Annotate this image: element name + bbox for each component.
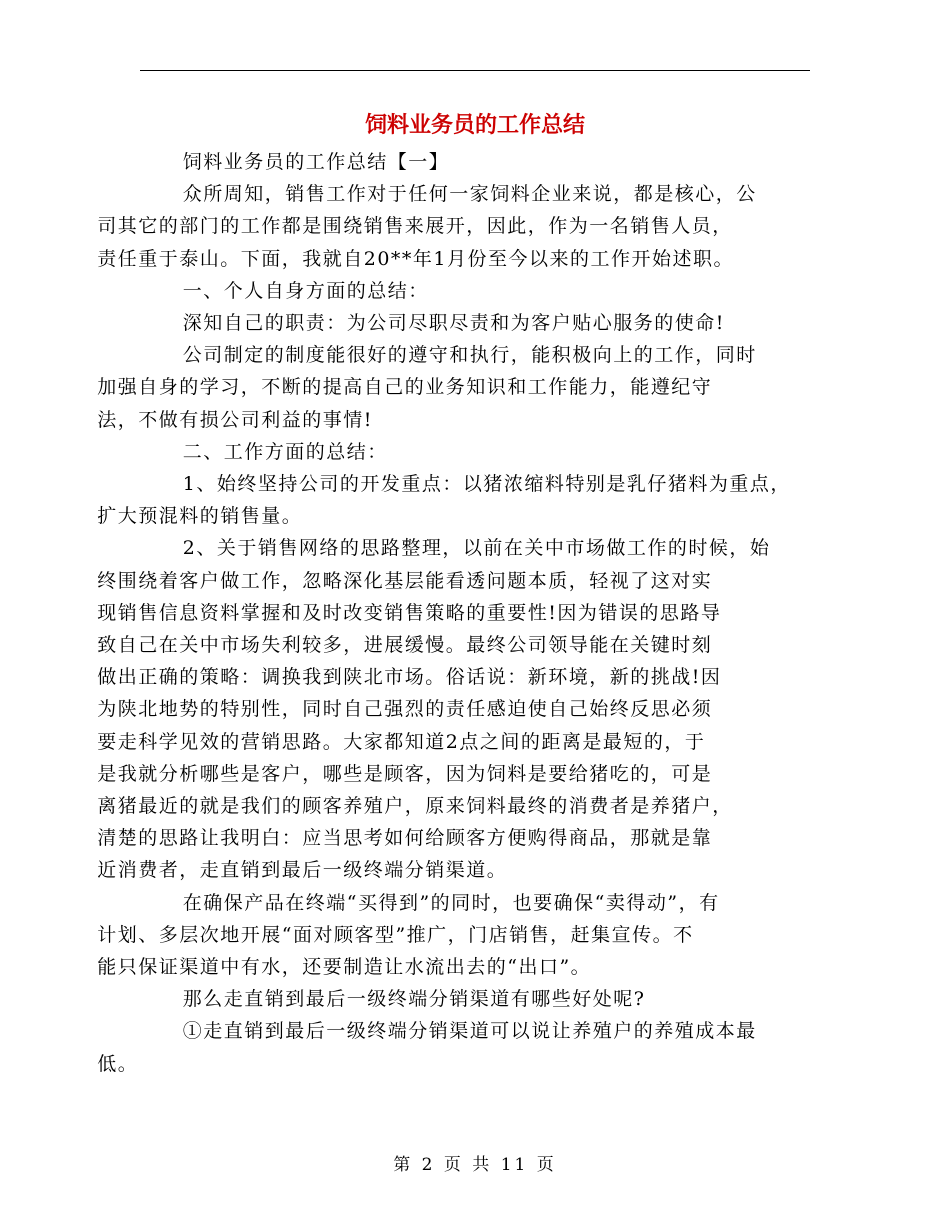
document-title: 饲料业务员的工作总结	[364, 112, 585, 138]
paragraph-line: 为陕北地势的特别性，同时自己强烈的责任感迫使自己始终反思必须	[97, 698, 713, 721]
paragraph-line: 终围绕着客户做工作，忽略深化基层能看透问题本质，轻视了这对实	[97, 569, 713, 592]
paragraph	[140, 275, 810, 307]
paragraph-line: 做出正确的策略：调换我到陕北市场。俗话说：新环境，新的挑战!因	[97, 666, 722, 689]
paragraph	[97, 178, 810, 275]
paragraph-line: 加强自身的学习，不断的提高自己的业务知识和工作能力，能遵纪守	[97, 376, 713, 399]
paragraph-line: 离猪最近的就是我们的顾客养殖户，原来饲料最终的消费者是养猪户，	[97, 795, 733, 818]
paragraph-first-line: 深知自己的职责：为公司尽职尽责和为客户贴心服务的使命!	[182, 312, 725, 335]
paragraph	[97, 887, 810, 984]
paragraph-line: 司其它的部门的工作都是围绕销售来展开，因此，作为一名销售人员，	[97, 215, 733, 238]
page-footer: 第 2 页 共 11 页	[393, 1155, 557, 1175]
paragraph-first-line: 那么走直销到最后一级终端分销渠道有哪些好处呢?	[182, 988, 646, 1011]
paragraph-line: 清楚的思路让我明白：应当思考如何给顾客方便购得商品，那就是靠	[97, 827, 713, 850]
paragraph	[97, 1015, 810, 1079]
paragraph-line: 责任重于泰山。下面，我就自20**年1月份至今以来的工作开始述职。	[97, 247, 735, 270]
paragraph-first-line: 一、个人自身方面的总结：	[182, 279, 429, 302]
paragraph	[140, 436, 810, 468]
paragraph-line: 计划、多层次地开展“面对顾客型”推广，门店销售，赶集宣传。不	[97, 923, 694, 946]
paragraph	[140, 983, 810, 1015]
paragraph-first-line: 众所周知，销售工作对于任何一家饲料企业来说，都是核心，公	[182, 183, 757, 206]
paragraph-first-line: 1、始终坚持公司的开发重点：以猪浓缩料特别是乳仔猪料为重点，	[182, 473, 791, 496]
paragraph-first-line: ①走直销到最后一级终端分销渠道可以说让养殖户的养殖成本最	[182, 1020, 757, 1043]
header-rule	[140, 70, 810, 71]
paragraph-line: 近消费者，走直销到最后一级终端分销渠道。	[97, 859, 508, 882]
paragraph	[97, 468, 810, 532]
paragraph-first-line: 二、工作方面的总结：	[182, 440, 388, 463]
paragraph-line: 法，不做有损公司利益的事情!	[97, 408, 373, 431]
document-body	[97, 146, 810, 1080]
paragraph	[97, 532, 810, 886]
paragraph-line: 致自己在关中市场失利较多，进展缓慢。最终公司领导能在关键时刻	[97, 634, 713, 657]
paragraph-line: 要走科学见效的营销思路。大家都知道2点之间的距离是最短的，于	[97, 730, 706, 753]
paragraph-first-line: 在确保产品在终端“买得到”的同时，也要确保“卖得动”，有	[182, 891, 720, 914]
paragraph	[140, 307, 810, 339]
paragraph-first-line: 饲料业务员的工作总结【一】	[182, 151, 450, 173]
paragraph-line: 低。	[97, 1052, 139, 1075]
paragraph-line: 现销售信息资料掌握和及时改变销售策略的重要性!因为错误的思路导	[97, 601, 722, 624]
paragraph	[140, 146, 810, 178]
paragraph-line: 能只保证渠道中有水，还要制造让水流出去的“出口”。	[97, 956, 592, 979]
paragraph-first-line: 公司制定的制度能很好的遵守和执行，能积极向上的工作，同时	[182, 344, 757, 367]
paragraph-first-line: 2、关于销售网络的思路整理，以前在关中市场做工作的时候，始	[182, 537, 771, 560]
paragraph-line: 扩大预混料的销售量。	[97, 505, 303, 528]
paragraph-line: 是我就分析哪些是客户，哪些是顾客，因为饲料是要给猪吃的，可是	[97, 762, 713, 785]
paragraph	[97, 339, 810, 436]
